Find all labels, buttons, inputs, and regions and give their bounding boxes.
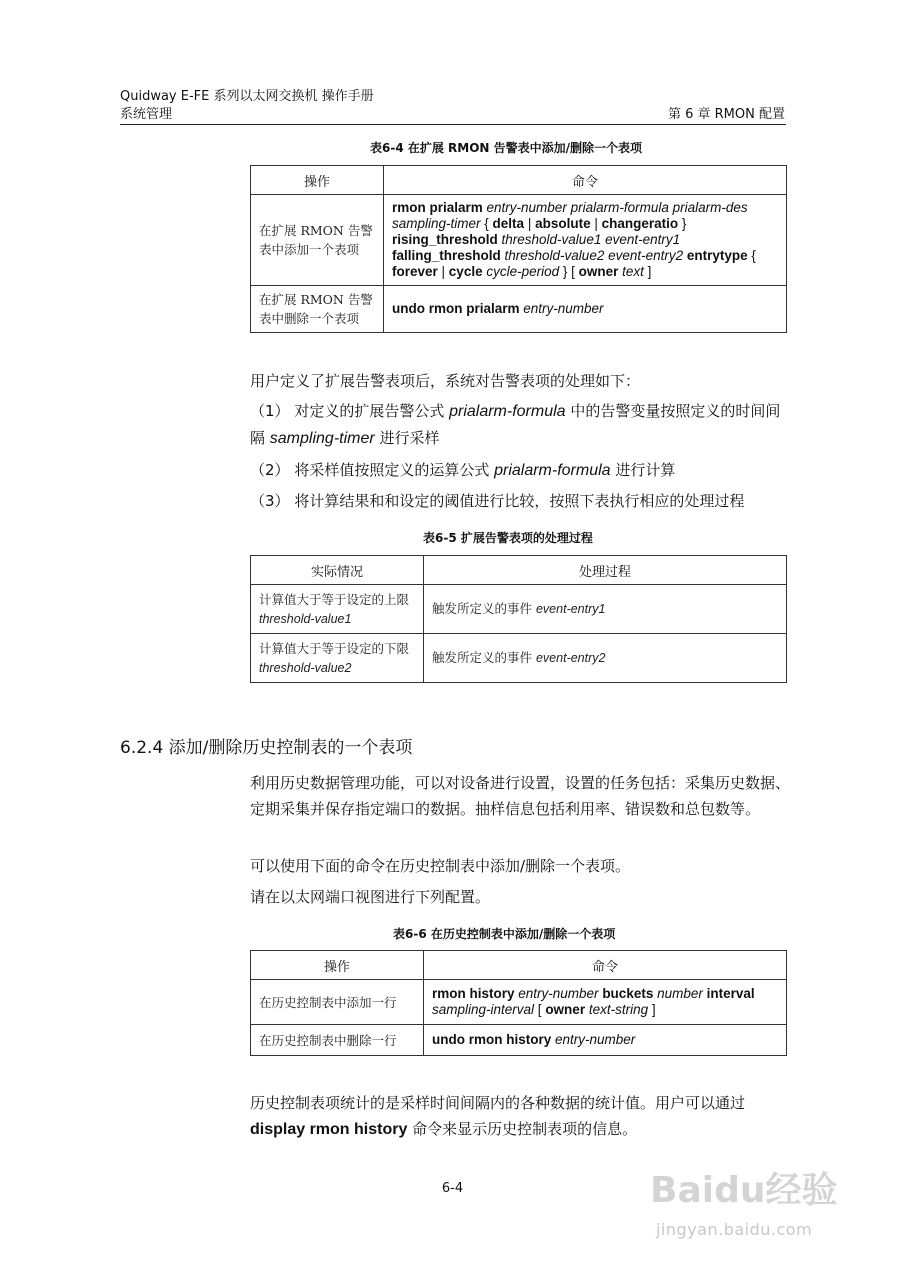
step-3: （3） 将计算结果和和设定的阈值进行比较，按照下表执行相应的处理过程 [250, 492, 745, 510]
step-1: （1） 对定义的扩展告警公式 prialarm-formula 中的告警变量按照定义的时间间隔 sampling-timer 进行采样 [250, 402, 781, 447]
history-config-view: 请在以太网端口视图进行下列配置。 [250, 888, 491, 906]
table-row [251, 195, 787, 286]
table4-cmd-delete: undo rmon prialarm entry-number [384, 286, 787, 333]
display-history-paragraph: 历史控制表项统计的是采样时间间隔内的各种数据的统计值。用户可以通过 display rmon history 命令来显示历史控制表项的信息。 [250, 1094, 746, 1138]
table5-header-cond: 实际情况 [251, 556, 424, 585]
table-row [251, 980, 787, 1025]
watermark-logo: Baidu经验 [650, 1170, 838, 1211]
table6-header-cmd: 命令 [424, 951, 787, 980]
table5-caption: 表6-5 扩展告警表项的处理过程 [423, 531, 593, 545]
table4-caption: 表6-4 在扩展 RMON 告警表中添加/删除一个表项 [370, 141, 643, 155]
table4-op-delete: 在扩展 RMON 告警表中删除一个表项 [251, 286, 384, 333]
table6-cmd-delete: undo rmon history entry-number [424, 1025, 787, 1056]
header-rule [120, 124, 786, 125]
table6-cmd-add: rmon history entry-number buckets number interval sampling-interval [ owner text-string ] [424, 980, 787, 1025]
table5-header-act: 处理过程 [424, 556, 787, 585]
table6 [250, 950, 787, 1056]
table4-op-add: 在扩展 RMON 告警表中添加一个表项 [251, 195, 384, 286]
watermark-url: jingyan.baidu.com [656, 1220, 813, 1239]
table4-cmd-add: rmon prialarm entry-number prialarm-formula prialarm-des sampling-timer { delta | absolute | changeratio } rising_threshold threshold-value1 event-entry1 falling_threshold threshold-value2 event-entry2 entrytype { forever | cycle cycle-period } [ owner text ] [384, 195, 787, 286]
table6-op-add: 在历史控制表中添加一行 [251, 980, 424, 1025]
table5-cond-upper: 计算值大于等于设定的上限 threshold-value1 [251, 585, 424, 634]
table6-header-op: 操作 [251, 951, 424, 980]
history-description: 利用历史数据管理功能，可以对设备进行设置，设置的任务包括：采集历史数据、定期采集并保存指定端口的数据。抽样信息包括利用率、错误数和总包数等。 [250, 774, 791, 818]
table5-cond-lower: 计算值大于等于设定的下限 threshold-value2 [251, 634, 424, 683]
chapter-label: 第 6 章 RMON 配置 [667, 107, 785, 122]
page-number: 6-4 [441, 1181, 464, 1196]
table5 [250, 555, 787, 683]
table6-op-delete: 在历史控制表中删除一行 [251, 1025, 424, 1056]
step-2: （2） 将采样值按照定义的运算公式 prialarm-formula 进行计算 [250, 461, 676, 479]
table5-act-upper: 触发所定义的事件 event-entry1 [424, 585, 787, 634]
table5-act-lower: 触发所定义的事件 event-entry2 [424, 634, 787, 683]
table-row [251, 585, 787, 634]
section-label: 系统管理 [120, 107, 173, 122]
table6-caption: 表6-6 在历史控制表中添加/删除一个表项 [393, 927, 616, 941]
intro-paragraph: 用户定义了扩展告警表项后，系统对告警表项的处理如下： [250, 372, 641, 390]
table4-header-cmd: 命令 [384, 166, 787, 195]
table4-header-op: 操作 [251, 166, 384, 195]
table-row [251, 1025, 787, 1056]
table4 [250, 165, 787, 333]
baidu-watermark [650, 1140, 850, 1260]
table-row [251, 634, 787, 683]
history-usage: 可以使用下面的命令在历史控制表中添加/删除一个表项。 [250, 857, 631, 875]
manual-title: Quidway E-FE 系列以太网交换机 操作手册 [120, 89, 374, 104]
table-row [251, 286, 787, 333]
section-title: 6.2.4 添加/删除历史控制表的一个表项 [120, 738, 413, 758]
